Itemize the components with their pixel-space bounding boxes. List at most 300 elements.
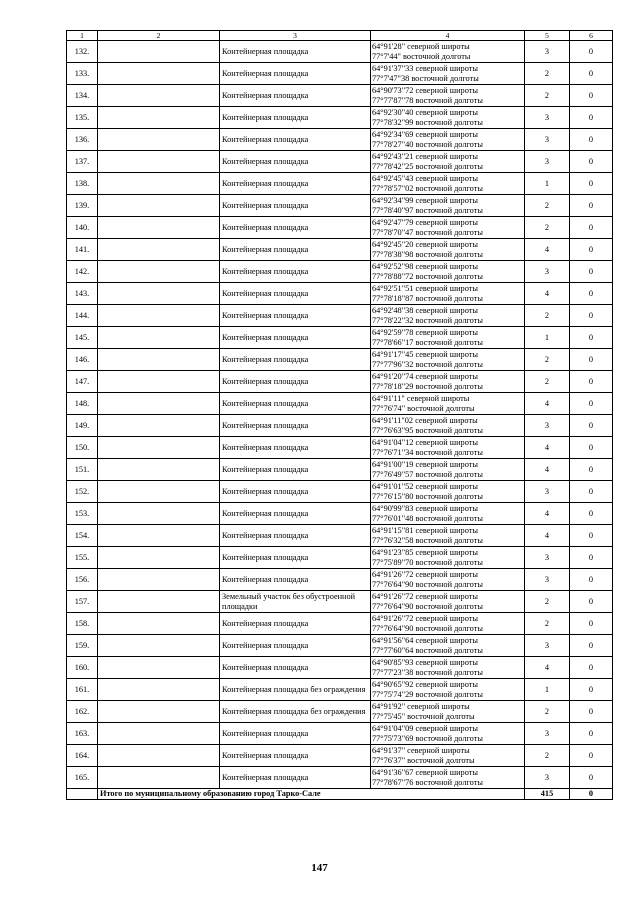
owner-cell (98, 41, 220, 63)
coordinates-cell (371, 305, 525, 327)
bins-count: 0 (570, 393, 613, 415)
longitude: 77°7'44" восточной долготы (372, 51, 471, 61)
site-name: Контейнерная площадка (220, 415, 371, 437)
owner-cell (98, 679, 220, 701)
site-name: Контейнерная площадка (220, 437, 371, 459)
containers-count: 1 (525, 327, 570, 349)
owner-cell (98, 437, 220, 459)
total-label: Итого по муниципальному образованию город Тарко-Сале (98, 789, 525, 800)
bins-count: 0 (570, 107, 613, 129)
longitude: 77°78'70"47 восточной долготы (372, 227, 483, 237)
site-name: Контейнерная площадка (220, 767, 371, 789)
longitude: 77°78'66"17 восточной долготы (372, 337, 483, 347)
coordinates-cell (371, 525, 525, 547)
latitude: 64°91'01"52 северной широты (372, 481, 478, 491)
longitude: 77°76'32"58 восточной долготы (372, 535, 483, 545)
site-name: Контейнерная площадка (220, 569, 371, 591)
longitude: 77°78'27"40 восточной долготы (372, 139, 483, 149)
owner-cell (98, 723, 220, 745)
coordinates-cell (371, 327, 525, 349)
owner-cell (98, 525, 220, 547)
row-number: 138. (67, 173, 98, 195)
latitude: 64°90'99"83 северной широты (372, 503, 478, 513)
longitude: 77°78'42"25 восточной долготы (372, 161, 483, 171)
table-row (67, 525, 613, 547)
bins-count: 0 (570, 459, 613, 481)
table-row (67, 459, 613, 481)
bins-count: 0 (570, 217, 613, 239)
longitude: 77°78'38"98 восточной долготы (372, 249, 483, 259)
owner-cell (98, 63, 220, 85)
coordinates-cell (371, 85, 525, 107)
latitude: 64°91'37"33 северной широты (372, 63, 478, 73)
row-number: 147. (67, 371, 98, 393)
bins-count: 0 (570, 283, 613, 305)
row-number: 137. (67, 151, 98, 173)
containers-count: 3 (525, 151, 570, 173)
site-name: Контейнерная площадка без ограждения (220, 679, 371, 701)
coordinates-cell (371, 745, 525, 767)
table-row (67, 767, 613, 789)
row-number: 134. (67, 85, 98, 107)
longitude: 77°7'47"38 восточной долготы (372, 73, 479, 83)
page-number: 147 (311, 862, 328, 874)
table-row (67, 503, 613, 525)
site-name: Контейнерная площадка (220, 283, 371, 305)
longitude: 77°78'40"97 восточной долготы (372, 205, 483, 215)
site-name: Контейнерная площадка (220, 195, 371, 217)
row-number: 143. (67, 283, 98, 305)
owner-cell (98, 613, 220, 635)
site-name: Контейнерная площадка (220, 393, 371, 415)
coordinates-cell (371, 151, 525, 173)
owner-cell (98, 459, 220, 481)
row-number: 159. (67, 635, 98, 657)
coordinates-cell (371, 547, 525, 569)
bins-count: 0 (570, 41, 613, 63)
bins-count: 0 (570, 723, 613, 745)
row-number: 152. (67, 481, 98, 503)
table-row (67, 613, 613, 635)
containers-count: 4 (525, 503, 570, 525)
row-number: 140. (67, 217, 98, 239)
latitude: 64°90'73"72 северной широты (372, 85, 478, 95)
containers-count: 4 (525, 437, 570, 459)
containers-count: 2 (525, 63, 570, 85)
coordinates-cell (371, 635, 525, 657)
containers-count: 3 (525, 261, 570, 283)
coordinates-cell (371, 41, 525, 63)
coordinates-cell (371, 393, 525, 415)
site-name: Контейнерная площадка (220, 129, 371, 151)
longitude: 77°75'89"70 восточной долготы (372, 557, 483, 567)
row-number: 163. (67, 723, 98, 745)
bins-count: 0 (570, 525, 613, 547)
bins-count: 0 (570, 151, 613, 173)
table-row (67, 415, 613, 437)
containers-count: 2 (525, 349, 570, 371)
containers-count: 3 (525, 547, 570, 569)
containers-count: 4 (525, 239, 570, 261)
coordinates-cell (371, 701, 525, 723)
table-row (67, 151, 613, 173)
bins-count: 0 (570, 657, 613, 679)
row-number: 135. (67, 107, 98, 129)
site-name: Земельный участок без обустроенной площадки (220, 591, 371, 613)
column-number-row (67, 31, 613, 41)
row-number: 158. (67, 613, 98, 635)
bins-count: 0 (570, 195, 613, 217)
owner-cell (98, 701, 220, 723)
bins-count: 0 (570, 569, 613, 591)
site-name: Контейнерная площадка (220, 657, 371, 679)
latitude: 64°92'52"98 северной широты (372, 261, 478, 271)
table-row (67, 107, 613, 129)
total-row (67, 789, 613, 800)
bins-count: 0 (570, 613, 613, 635)
coordinates-cell (371, 591, 525, 613)
latitude: 64°91'26"72 северной широты (372, 569, 478, 579)
row-number: 154. (67, 525, 98, 547)
bins-count: 0 (570, 415, 613, 437)
owner-cell (98, 371, 220, 393)
longitude: 77°77'87"78 восточной долготы (372, 95, 483, 105)
owner-cell (98, 481, 220, 503)
site-name: Контейнерная площадка (220, 635, 371, 657)
row-number: 153. (67, 503, 98, 525)
latitude: 64°91'28" северной широты (372, 41, 470, 51)
column-number: 6 (570, 31, 613, 41)
row-number: 164. (67, 745, 98, 767)
longitude: 77°76'64"90 восточной долготы (372, 623, 483, 633)
latitude: 64°92'34"69 северной широты (372, 129, 478, 139)
site-name: Контейнерная площадка (220, 459, 371, 481)
owner-cell (98, 547, 220, 569)
bins-count: 0 (570, 305, 613, 327)
longitude: 77°78'22"32 восточной долготы (372, 315, 483, 325)
site-name: Контейнерная площадка (220, 305, 371, 327)
coordinates-cell (371, 349, 525, 371)
owner-cell (98, 239, 220, 261)
bins-count: 0 (570, 371, 613, 393)
row-number: 132. (67, 41, 98, 63)
site-name: Контейнерная площадка (220, 349, 371, 371)
latitude: 64°91'20"74 северной широты (372, 371, 478, 381)
table-row (67, 261, 613, 283)
bins-count: 0 (570, 261, 613, 283)
bins-count: 0 (570, 437, 613, 459)
latitude: 64°92'47"79 северной широты (372, 217, 478, 227)
table-row (67, 349, 613, 371)
containers-count: 4 (525, 459, 570, 481)
site-name: Контейнерная площадка (220, 327, 371, 349)
coordinates-cell (371, 767, 525, 789)
owner-cell (98, 569, 220, 591)
containers-count: 1 (525, 679, 570, 701)
row-number: 139. (67, 195, 98, 217)
longitude: 77°78'57"02 восточной долготы (372, 183, 483, 193)
site-name: Контейнерная площадка (220, 239, 371, 261)
table-row (67, 195, 613, 217)
row-number: 133. (67, 63, 98, 85)
containers-count: 2 (525, 591, 570, 613)
coordinates-cell (371, 129, 525, 151)
owner-cell (98, 349, 220, 371)
table-row (67, 635, 613, 657)
site-name: Контейнерная площадка (220, 151, 371, 173)
coordinates-cell (371, 415, 525, 437)
containers-count: 3 (525, 635, 570, 657)
containers-count: 3 (525, 107, 570, 129)
longitude: 77°77'60"64 восточной долготы (372, 645, 483, 655)
row-number: 146. (67, 349, 98, 371)
column-number: 3 (220, 31, 371, 41)
row-number: 141. (67, 239, 98, 261)
containers-count: 3 (525, 41, 570, 63)
table-row (67, 305, 613, 327)
owner-cell (98, 107, 220, 129)
bins-count: 0 (570, 635, 613, 657)
owner-cell (98, 305, 220, 327)
latitude: 64°92'51"51 северной широты (372, 283, 478, 293)
bins-count: 0 (570, 591, 613, 613)
table-row (67, 679, 613, 701)
bins-count: 0 (570, 85, 613, 107)
row-number: 144. (67, 305, 98, 327)
owner-cell (98, 745, 220, 767)
longitude: 77°76'49"57 восточной долготы (372, 469, 483, 479)
coordinates-cell (371, 437, 525, 459)
owner-cell (98, 635, 220, 657)
column-number: 4 (371, 31, 525, 41)
row-number: 156. (67, 569, 98, 591)
owner-cell (98, 217, 220, 239)
coordinates-cell (371, 283, 525, 305)
row-number: 136. (67, 129, 98, 151)
site-name: Контейнерная площадка (220, 173, 371, 195)
containers-count: 1 (525, 173, 570, 195)
containers-count: 4 (525, 393, 570, 415)
site-name: Контейнерная площадка (220, 745, 371, 767)
latitude: 64°91'04"12 северной широты (372, 437, 478, 447)
containers-count: 4 (525, 657, 570, 679)
table-row (67, 63, 613, 85)
latitude: 64°91'26"72 северной широты (372, 613, 478, 623)
total-containers: 415 (525, 789, 570, 800)
table-row (67, 547, 613, 569)
owner-cell (98, 657, 220, 679)
latitude: 64°92'45"20 северной широты (372, 239, 478, 249)
coordinates-cell (371, 657, 525, 679)
latitude: 64°92'43"21 северной широты (372, 151, 478, 161)
site-name: Контейнерная площадка (220, 481, 371, 503)
table-row (67, 723, 613, 745)
row-number: 161. (67, 679, 98, 701)
coordinates-cell (371, 613, 525, 635)
row-number: 150. (67, 437, 98, 459)
bins-count: 0 (570, 481, 613, 503)
table-row (67, 437, 613, 459)
longitude: 77°78'18"29 восточной долготы (372, 381, 483, 391)
row-number: 155. (67, 547, 98, 569)
latitude: 64°91'15"81 северной широты (372, 525, 478, 535)
column-number: 5 (525, 31, 570, 41)
containers-count: 2 (525, 701, 570, 723)
containers-count: 3 (525, 481, 570, 503)
owner-cell (98, 327, 220, 349)
latitude: 64°91'23"85 северной широты (372, 547, 478, 557)
coordinates-cell (371, 173, 525, 195)
table-row (67, 657, 613, 679)
coordinates-cell (371, 371, 525, 393)
latitude: 64°91'11" северной широты (372, 393, 470, 403)
row-number: 151. (67, 459, 98, 481)
containers-count: 3 (525, 767, 570, 789)
site-name: Контейнерная площадка (220, 371, 371, 393)
site-name: Контейнерная площадка (220, 217, 371, 239)
latitude: 64°92'48"38 северной широты (372, 305, 478, 315)
bins-count: 0 (570, 327, 613, 349)
table-row (67, 371, 613, 393)
containers-count: 3 (525, 723, 570, 745)
document-page (66, 30, 612, 800)
containers-count: 2 (525, 371, 570, 393)
latitude: 64°91'36"67 северной широты (372, 767, 478, 777)
bins-count: 0 (570, 745, 613, 767)
row-number: 160. (67, 657, 98, 679)
latitude: 64°92'45"43 северной широты (372, 173, 478, 183)
latitude: 64°92'59"78 северной широты (372, 327, 478, 337)
latitude: 64°90'65"92 северной широты (372, 679, 478, 689)
bins-count: 0 (570, 349, 613, 371)
table-row (67, 217, 613, 239)
containers-count: 3 (525, 569, 570, 591)
containers-count: 4 (525, 525, 570, 547)
bins-count: 0 (570, 173, 613, 195)
owner-cell (98, 767, 220, 789)
site-name: Контейнерная площадка (220, 107, 371, 129)
owner-cell (98, 591, 220, 613)
longitude: 77°78'88"72 восточной долготы (372, 271, 483, 281)
total-empty-cell (67, 789, 98, 800)
bins-count: 0 (570, 129, 613, 151)
owner-cell (98, 129, 220, 151)
owner-cell (98, 283, 220, 305)
row-number: 165. (67, 767, 98, 789)
table-row (67, 129, 613, 151)
containers-count: 2 (525, 195, 570, 217)
longitude: 77°77'23"38 восточной долготы (372, 667, 483, 677)
row-number: 148. (67, 393, 98, 415)
latitude: 64°91'92" северной широты (372, 701, 470, 711)
latitude: 64°91'37" северной широты (372, 745, 470, 755)
longitude: 77°76'15"80 восточной долготы (372, 491, 483, 501)
owner-cell (98, 173, 220, 195)
owner-cell (98, 415, 220, 437)
site-name: Контейнерная площадка (220, 63, 371, 85)
table-row (67, 173, 613, 195)
longitude: 77°75'74"29 восточной долготы (372, 689, 483, 699)
table-row (67, 393, 613, 415)
row-number: 157. (67, 591, 98, 613)
coordinates-cell (371, 569, 525, 591)
site-name: Контейнерная площадка (220, 503, 371, 525)
containers-count: 2 (525, 85, 570, 107)
site-name: Контейнерная площадка (220, 613, 371, 635)
coordinates-cell (371, 679, 525, 701)
bins-count: 0 (570, 767, 613, 789)
longitude: 77°76'64"90 восточной долготы (372, 579, 483, 589)
longitude: 77°77'96"32 восточной долготы (372, 359, 483, 369)
bins-count: 0 (570, 547, 613, 569)
coordinates-cell (371, 503, 525, 525)
table-row (67, 481, 613, 503)
site-name: Контейнерная площадка (220, 723, 371, 745)
site-name: Контейнерная площадка (220, 547, 371, 569)
row-number: 162. (67, 701, 98, 723)
longitude: 77°76'71"34 восточной долготы (372, 447, 483, 457)
containers-count: 2 (525, 217, 570, 239)
site-name: Контейнерная площадка (220, 85, 371, 107)
latitude: 64°92'30"40 северной широты (372, 107, 478, 117)
owner-cell (98, 393, 220, 415)
longitude: 77°75'73"69 восточной долготы (372, 733, 483, 743)
table-row (67, 745, 613, 767)
owner-cell (98, 261, 220, 283)
latitude: 64°91'00"19 северной широты (372, 459, 478, 469)
longitude: 77°75'45" восточной долготы (372, 711, 475, 721)
table-row (67, 701, 613, 723)
row-number: 149. (67, 415, 98, 437)
longitude: 77°76'63"95 восточной долготы (372, 425, 483, 435)
owner-cell (98, 195, 220, 217)
total-bins: 0 (570, 789, 613, 800)
coordinates-cell (371, 723, 525, 745)
table-row (67, 327, 613, 349)
owner-cell (98, 151, 220, 173)
table-row (67, 41, 613, 63)
coordinates-cell (371, 107, 525, 129)
site-name: Контейнерная площадка (220, 41, 371, 63)
coordinates-cell (371, 261, 525, 283)
containers-count: 3 (525, 415, 570, 437)
longitude: 77°76'74" восточной долготы (372, 403, 475, 413)
row-number: 145. (67, 327, 98, 349)
coordinates-cell (371, 239, 525, 261)
bins-count: 0 (570, 701, 613, 723)
coordinates-cell (371, 217, 525, 239)
latitude: 64°91'26"72 северной широты (372, 591, 478, 601)
coordinates-cell (371, 481, 525, 503)
containers-count: 4 (525, 283, 570, 305)
coordinates-cell (371, 459, 525, 481)
owner-cell (98, 85, 220, 107)
longitude: 77°76'64"90 восточной долготы (372, 601, 483, 611)
column-number: 2 (98, 31, 220, 41)
column-number: 1 (67, 31, 98, 41)
latitude: 64°92'34"99 северной широты (372, 195, 478, 205)
containers-count: 2 (525, 613, 570, 635)
containers-count: 3 (525, 129, 570, 151)
bins-count: 0 (570, 679, 613, 701)
table-row (67, 591, 613, 613)
containers-count: 2 (525, 745, 570, 767)
latitude: 64°91'11"02 северной широты (372, 415, 478, 425)
coordinates-cell (371, 195, 525, 217)
latitude: 64°91'56"64 северной широты (372, 635, 478, 645)
container-sites-table (66, 30, 613, 800)
latitude: 64°91'04"09 северной широты (372, 723, 478, 733)
